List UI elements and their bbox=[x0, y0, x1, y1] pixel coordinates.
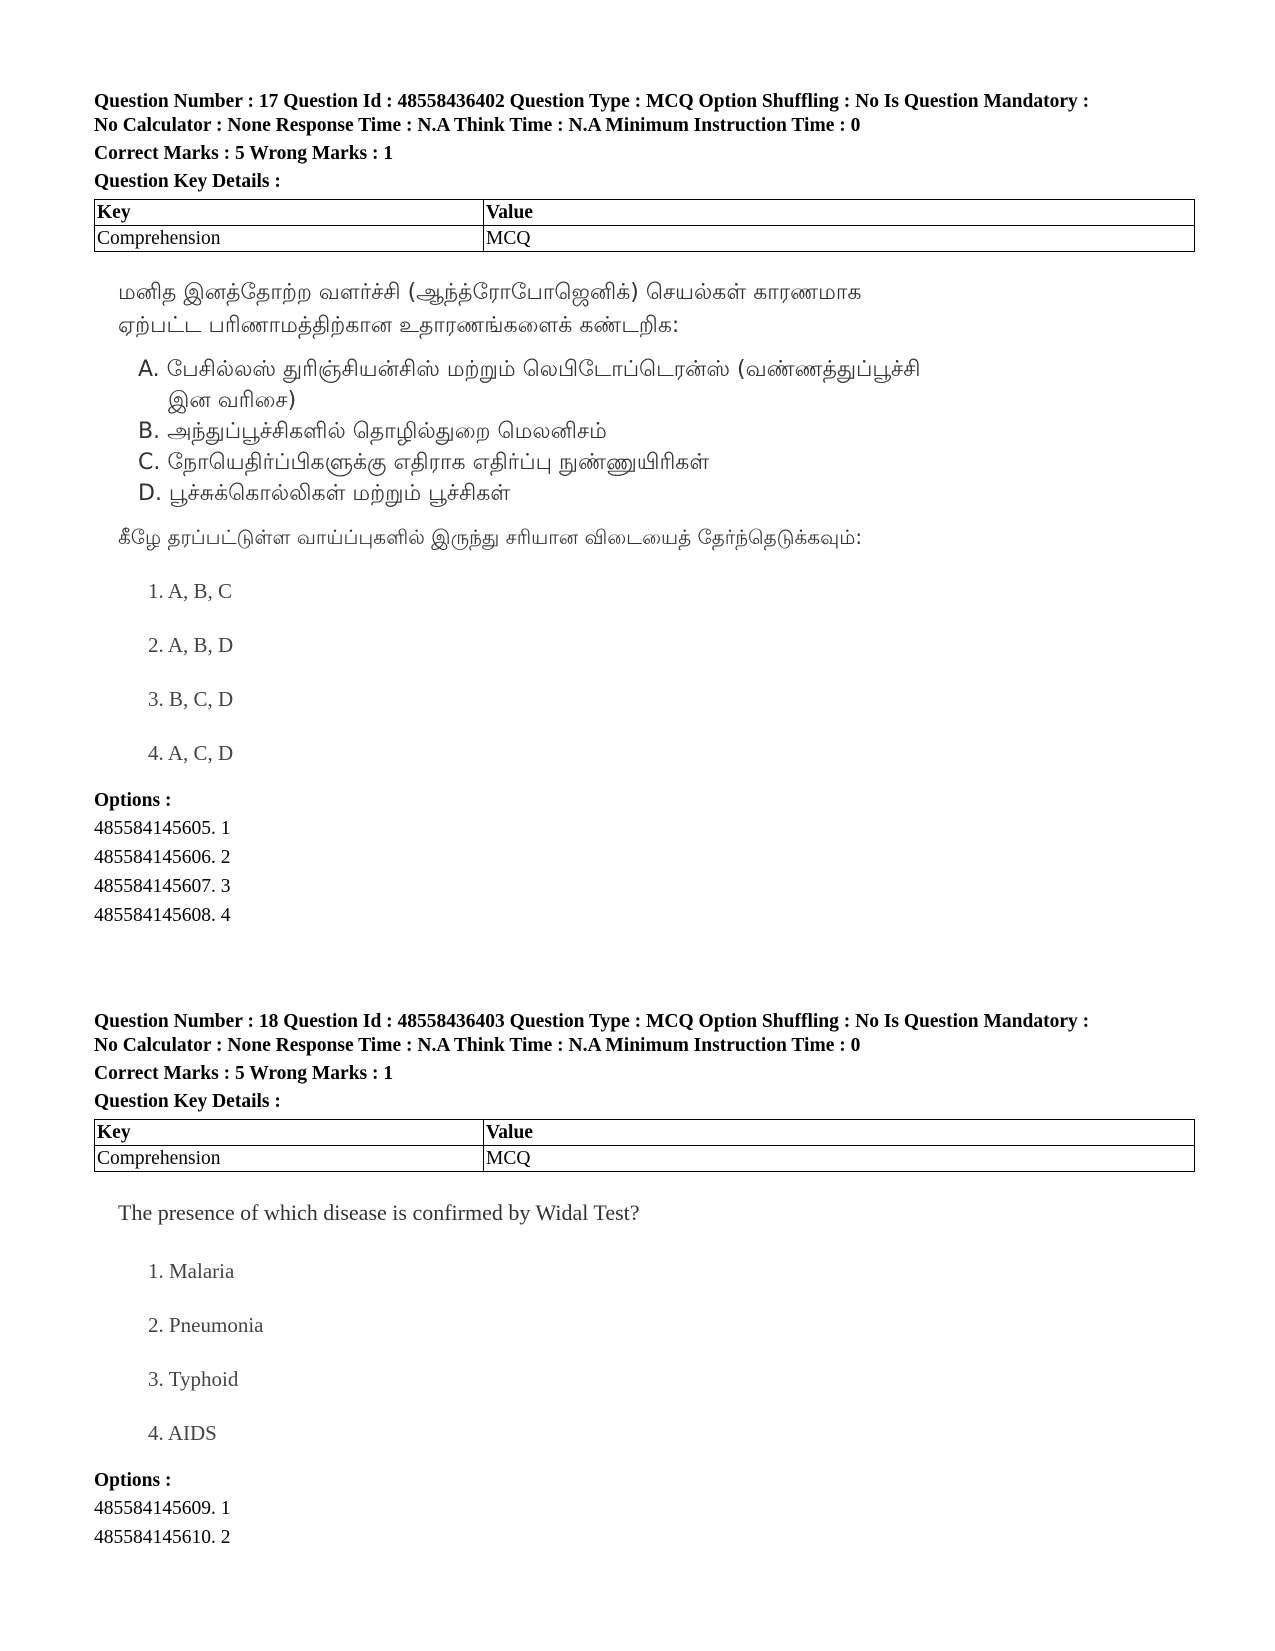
table-header-value: Value bbox=[484, 200, 1195, 226]
table-header-key: Key bbox=[95, 200, 484, 226]
instruction-text: கீழே தரப்பட்டுள்ள வாய்ப்புகளில் இருந்து சரியான விடையைத் தேர்ந்தெடுக்கவும்: bbox=[118, 525, 863, 549]
table-cell-value: MCQ bbox=[484, 226, 1195, 252]
statement-text: D. பூச்சுக்கொல்லிகள் மற்றும் பூச்சிகள் bbox=[138, 481, 511, 506]
options-label: Options : bbox=[94, 1470, 172, 1491]
statement-list bbox=[118, 354, 1194, 509]
statement-item bbox=[138, 447, 1194, 478]
statement-item bbox=[138, 416, 1194, 447]
question-block-18 bbox=[94, 1010, 1194, 1552]
statement-item bbox=[138, 478, 1194, 509]
marks-line: Correct Marks : 5 Wrong Marks : 1 bbox=[94, 143, 394, 164]
question-text: The presence of which disease is confirmed by Widal Test? bbox=[118, 1200, 640, 1225]
question-header-line1: Question Number : 18 Question Id : 48558436403 Question Type : MCQ Option Shuffling : No Is Question Mandatory : bbox=[94, 1011, 1090, 1032]
key-details-label: Question Key Details : bbox=[94, 171, 281, 192]
question-text-line: ஏற்பட்ட பரிணாமத்திற்கான உதாரணங்களைக் கண்டறிக: bbox=[118, 313, 680, 338]
question-block-17 bbox=[94, 90, 1194, 930]
table-header-key: Key bbox=[95, 1120, 484, 1146]
option-row: 485584145609. 1 bbox=[94, 1498, 231, 1519]
question-image bbox=[94, 276, 1194, 554]
question-header-line2: No Calculator : None Response Time : N.A Think Time : N.A Minimum Instruction Time : 0 bbox=[94, 1034, 861, 1056]
table-header-row bbox=[95, 200, 1195, 226]
table-header-row bbox=[95, 1120, 1195, 1146]
statement-text: A. பேசில்லஸ் துரிஞ்சியன்சிஸ் மற்றும் லெபிடோப்டெரன்ஸ் (வண்ணத்துப்பூச்சி bbox=[138, 357, 921, 382]
choice-item: 4. AIDS bbox=[148, 1421, 217, 1445]
table-header-value: Value bbox=[484, 1120, 1195, 1146]
marks-line: Correct Marks : 5 Wrong Marks : 1 bbox=[94, 1063, 394, 1084]
statement-text-continued: இன வரிசை) bbox=[168, 388, 297, 413]
statement-text: C. நோயெதிர்ப்பிகளுக்கு எதிராக எதிர்ப்பு நுண்ணுயிரிகள் bbox=[138, 450, 710, 475]
table-row bbox=[95, 226, 1195, 252]
table-cell-key: Comprehension bbox=[95, 1146, 484, 1172]
choice-list bbox=[94, 564, 1194, 780]
choice-item: 3. B, C, D bbox=[148, 687, 234, 711]
table-row bbox=[95, 1146, 1195, 1172]
option-row: 485584145608. 4 bbox=[94, 905, 231, 926]
choice-list bbox=[94, 1244, 1194, 1460]
option-row: 485584145610. 2 bbox=[94, 1527, 231, 1548]
question-header-line2: No Calculator : None Response Time : N.A Think Time : N.A Minimum Instruction Time : 0 bbox=[94, 114, 861, 136]
table-cell-key: Comprehension bbox=[95, 226, 484, 252]
statement-text: B. அந்துப்பூச்சிகளில் தொழில்துறை மெலனிசம் bbox=[138, 419, 607, 444]
choice-item: 1. Malaria bbox=[148, 1259, 235, 1283]
choice-item: 1. A, B, C bbox=[148, 579, 233, 603]
option-row: 485584145605. 1 bbox=[94, 818, 231, 839]
question-text-line: மனித இனத்தோற்ற வளர்ச்சி (ஆந்த்ரோபோஜெனிக்) செயல்கள் காரணமாக bbox=[118, 280, 862, 305]
key-details-table bbox=[94, 199, 1195, 252]
options-label: Options : bbox=[94, 790, 172, 811]
question-header-line1: Question Number : 17 Question Id : 48558436402 Question Type : MCQ Option Shuffling : No Is Question Mandatory : bbox=[94, 91, 1090, 112]
key-details-label: Question Key Details : bbox=[94, 1091, 281, 1112]
statement-item bbox=[138, 354, 1194, 416]
choice-item: 2. A, B, D bbox=[148, 633, 234, 657]
option-row: 485584145606. 2 bbox=[94, 847, 231, 868]
choice-item: 4. A, C, D bbox=[148, 741, 234, 765]
choice-item: 2. Pneumonia bbox=[148, 1313, 264, 1337]
choice-item: 3. Typhoid bbox=[148, 1367, 239, 1391]
key-details-table bbox=[94, 1119, 1195, 1172]
table-cell-value: MCQ bbox=[484, 1146, 1195, 1172]
option-row: 485584145607. 3 bbox=[94, 876, 231, 897]
